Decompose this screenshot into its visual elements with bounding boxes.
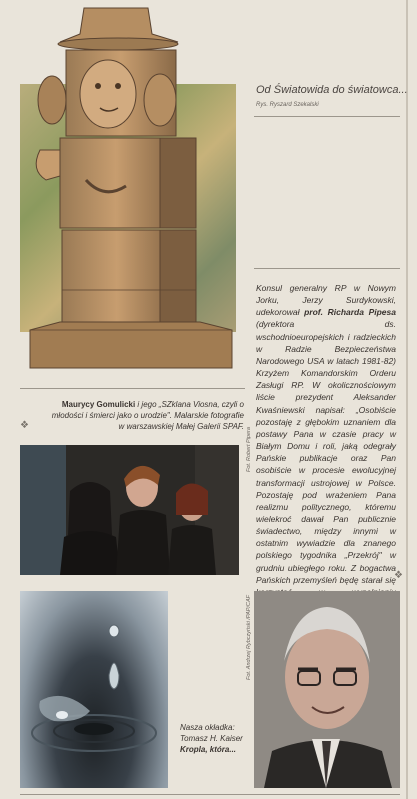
artist-name: Maurycy Gomulicki (61, 400, 136, 409)
illustration-title: Od Światowida do światowca... (256, 84, 408, 96)
photo2-credit: Fot. Robert Pipera (246, 427, 252, 472)
portrait-illustration (254, 591, 400, 788)
cover-caption-title: Kropla, która... (180, 745, 237, 754)
portrait-photo (254, 591, 400, 788)
cover-photo-drop (20, 591, 168, 788)
section-mark-icon: ❖ (20, 420, 29, 431)
section-mark-icon: ❖ (394, 570, 403, 581)
cover-caption-intro: Nasza okładka: Tomasz H. Kaiser (180, 723, 243, 743)
caption-rule (254, 116, 400, 117)
water-drop-illustration (20, 591, 168, 788)
article-intro: Konsul generalny RP w Nowym Jorku, Jerzy Surdykowski, udekorował (256, 283, 396, 318)
gallery-photo-figures (20, 445, 239, 575)
photo4-credit: Fot. Andrzej Rybczyński /PAP/CAF (246, 595, 252, 680)
gallery-caption (44, 399, 244, 432)
cover-caption (180, 722, 244, 755)
article-body: (dyrektora ds. wschodnioeuropejskich i radzieckich w Radzie Bezpieczeństwa Narodowego USA w latach 1981-82) Krzyżem Komandorskim Orderu Zasługi RP. W okolicznościowym liście prezydent Aleksander Kwaśniewski napisał: „Osobiście pozostaję z głębokim uznaniem dla postawy Pana w czasie pracy w Białym Domu i roli, jaką odegrały Pańskie publikacje oraz Pan osobiście w procesie ewolucyjnej transformacji ustrojowej w Polsce. Pozostaję pod wrażeniem Pana realizmu politycznego, któremu wielekroć dawał Pan publicznie świadectwo, między innymi w ostatnim wywiadzie dla znanego polskiego tygodnika „Przekrój" w grudniu ubiegłego roku. Z bogactwa Pańskich przemyśleń będę starał się (256, 319, 396, 585)
illustration-credit: Rys. Ryszard Szekalski (256, 102, 319, 108)
quote-top-rule (254, 268, 400, 269)
page-bottom-rule (20, 794, 400, 795)
gallery-caption-text: i jego „SZklana Viosna, czyli o młodości i śmierci jako o urodzie". Malarskie fotografie w warszawskiej Małej Galerii SPAF. (51, 400, 244, 431)
photo-section-rule (20, 388, 245, 389)
article-name: prof. Richarda Pipesa (304, 307, 396, 318)
gallery-photo (20, 445, 239, 575)
